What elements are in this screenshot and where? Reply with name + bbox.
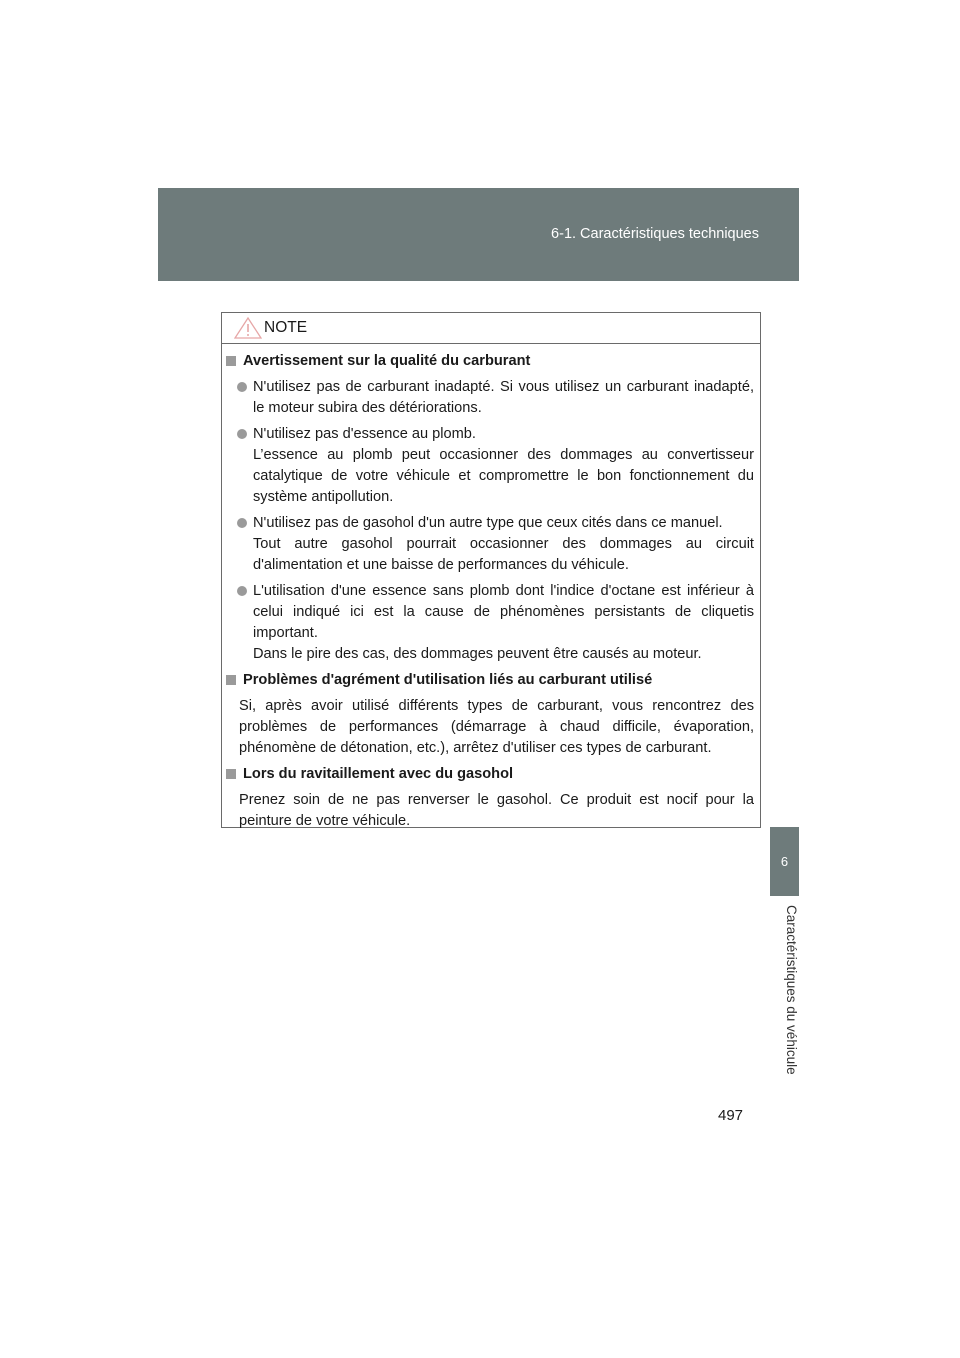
paragraph: Si, après avoir utilisé différents types de carburant, vous rencontrez des problèmes de performances (démarrage à chaud difficile, évaporation, phénomène de détonation, etc.), arrêtez d'utiliser ces types de carburant. xyxy=(239,698,754,756)
paragraph: Prenez soin de ne pas renverser le gasohol. Ce produit est nocif pour la peinture de votre véhicule. xyxy=(239,792,754,829)
section-heading: Problèmes d'agrément d'utilisation liés au carburant utilisé xyxy=(224,670,760,691)
square-bullet-icon xyxy=(226,769,236,779)
note-body xyxy=(222,351,760,837)
list-item: N'utilisez pas de gasohol d'un autre type que ceux cités dans ce manuel. Tout autre gasohol pourrait occasionner des dommages au circuit d'alimentation et une baisse de performances du véhicule. xyxy=(222,513,760,576)
section-heading: Lors du ravitaillement avec du gasohol xyxy=(224,764,760,785)
list-item: L'utilisation d'une essence sans plomb dont l'indice d'octane est inférieur à celui indiqué ici est la cause de phénomènes persistants de cliquetis important. Dans le pire des cas, des dommages peuvent être causés au moteur. xyxy=(222,581,760,665)
warning-triangle-icon xyxy=(234,317,262,339)
chapter-tab xyxy=(770,827,799,896)
chapter-label: Caractéristiques du véhicule xyxy=(784,905,799,1075)
list-item: N'utilisez pas d'essence au plomb. L’essence au plomb peut occasionner des dommages au convertisseur catalytique de votre véhicule et compromettre le bon fonctionnement du système antipollution. xyxy=(222,424,760,508)
circle-bullet-icon xyxy=(237,586,247,596)
page-number: 497 xyxy=(718,1107,744,1124)
note-title: NOTE xyxy=(264,319,308,336)
section-header xyxy=(158,188,799,281)
square-bullet-icon xyxy=(226,675,236,685)
square-bullet-icon xyxy=(226,356,236,366)
note-box xyxy=(221,312,761,828)
section-title: 6-1. Caractéristiques techniques xyxy=(551,226,759,242)
note-header xyxy=(222,313,760,344)
circle-bullet-icon xyxy=(237,429,247,439)
circle-bullet-icon xyxy=(237,382,247,392)
chapter-number: 6 xyxy=(780,854,789,869)
section-heading: Avertissement sur la qualité du carburant xyxy=(224,351,760,372)
list-item: N'utilisez pas de carburant inadapté. Si vous utilisez un carburant inadapté, le moteur subira des détériorations. xyxy=(222,377,760,419)
circle-bullet-icon xyxy=(237,518,247,528)
